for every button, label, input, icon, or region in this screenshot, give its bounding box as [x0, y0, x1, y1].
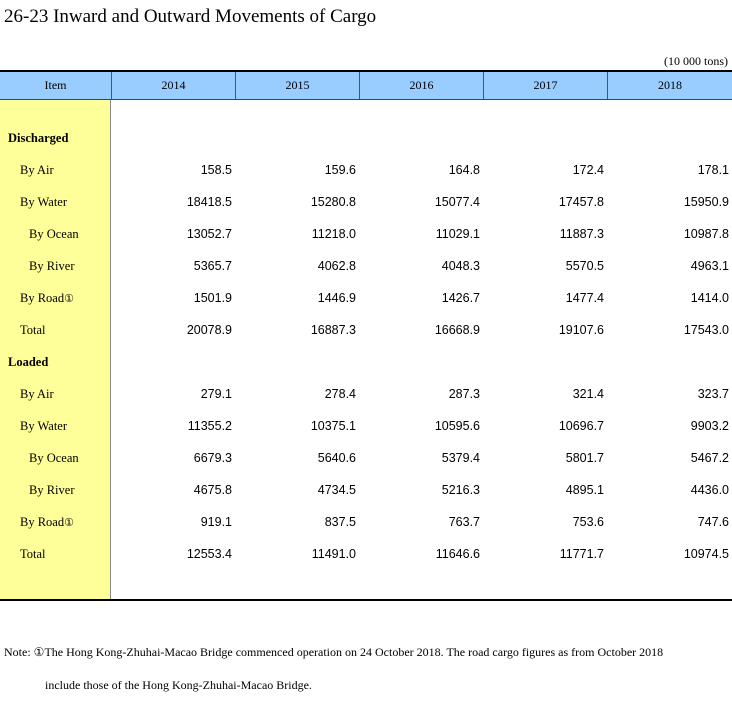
cell-value: 753.6 — [572, 515, 604, 529]
cell-value: 10974.5 — [683, 547, 729, 561]
cell-value: 4436.0 — [690, 483, 729, 497]
cell-value: 12553.4 — [186, 547, 232, 561]
footnote-text-1: The Hong Kong-Zhuhai-Macao Bridge commenced operation on 24 October 2018. The road cargo figures as from October 2018 — [44, 645, 664, 659]
cell-value: 10696.7 — [558, 419, 604, 433]
cell-value: 5467.2 — [690, 451, 729, 465]
cell-value: 11771.7 — [559, 547, 604, 561]
footnote-prefix: Note: — [4, 645, 34, 659]
row-label-text: By Ocean — [29, 451, 79, 465]
cell-value: 321.4 — [572, 387, 604, 401]
table-row — [0, 250, 732, 282]
cell-value: 4062.8 — [317, 259, 356, 273]
cell-value: 11887.3 — [559, 227, 604, 241]
row-label — [20, 410, 67, 442]
row-label — [20, 282, 74, 314]
cell-value: 5570.5 — [565, 259, 604, 273]
cell-value: 164.8 — [448, 163, 480, 177]
header-year-2014: 2014 — [111, 72, 235, 99]
cell-value: 919.1 — [200, 515, 232, 529]
cell-value: 1446.9 — [317, 291, 356, 305]
header-year-2016: 2016 — [359, 72, 483, 99]
cell-value: 17457.8 — [558, 195, 604, 209]
cell-value: 15280.8 — [310, 195, 356, 209]
cell-value: 11218.0 — [311, 227, 356, 241]
cell-value: 5640.6 — [317, 451, 356, 465]
row-label-text: Total — [20, 547, 46, 561]
cell-value: 4963.1 — [690, 259, 729, 273]
footnote-line-1 — [4, 636, 730, 669]
row-label — [20, 538, 46, 570]
cell-value: 4675.8 — [193, 483, 232, 497]
table-row — [0, 154, 732, 186]
cell-value: 747.6 — [697, 515, 729, 529]
row-label — [20, 506, 74, 538]
section-label: Loaded — [8, 355, 49, 369]
cell-value: 13052.7 — [186, 227, 232, 241]
cell-value: 11355.2 — [187, 419, 232, 433]
cell-value: 11646.6 — [435, 547, 480, 561]
cell-value: 19107.6 — [558, 323, 604, 337]
cell-value: 16887.3 — [310, 323, 356, 337]
page-title: 26-23 Inward and Outward Movements of Cargo — [4, 6, 377, 27]
cell-value: 16668.9 — [434, 323, 480, 337]
cell-value: 1477.4 — [565, 291, 604, 305]
cell-value: 172.4 — [572, 163, 604, 177]
table-row — [0, 378, 732, 410]
cell-value: 837.5 — [324, 515, 356, 529]
table-row — [0, 282, 732, 314]
header-year-2018: 2018 — [607, 72, 732, 99]
cell-value: 11029.1 — [435, 227, 480, 241]
cell-value: 4734.5 — [317, 483, 356, 497]
table-row — [0, 186, 732, 218]
row-label-text: By Road — [20, 291, 65, 305]
header-item: Item — [44, 78, 67, 92]
cargo-table — [0, 70, 732, 601]
section-label: Discharged — [8, 131, 69, 145]
cell-value: 11491.0 — [311, 547, 356, 561]
cell-value: 4895.1 — [565, 483, 604, 497]
footnote-line-2: include those of the Hong Kong-Zhuhai-Macao Bridge. — [45, 678, 312, 692]
table-row — [0, 314, 732, 346]
cell-value: 10595.6 — [434, 419, 480, 433]
table-bottom-rule — [0, 599, 732, 601]
table-row — [0, 474, 732, 506]
cell-value: 278.4 — [324, 387, 356, 401]
cell-value: 5801.7 — [565, 451, 604, 465]
footnote-mark-ref: ① — [64, 517, 74, 529]
table-header-row — [0, 72, 732, 100]
row-label — [29, 250, 74, 282]
cell-value: 1501.9 — [193, 291, 232, 305]
cell-value: 6679.3 — [193, 451, 232, 465]
cell-value: 5379.4 — [441, 451, 480, 465]
table-row — [0, 442, 732, 474]
cell-value: 763.7 — [448, 515, 480, 529]
cell-value: 20078.9 — [186, 323, 232, 337]
row-label-text: By Air — [20, 163, 54, 177]
cell-value: 17543.0 — [683, 323, 729, 337]
table-row — [0, 506, 732, 538]
section-row — [0, 122, 732, 154]
cell-value: 9903.2 — [690, 419, 729, 433]
row-label — [20, 154, 54, 186]
footnote-mark: ① — [33, 645, 45, 659]
unit-label: (10 000 tons) — [664, 54, 728, 68]
row-label — [20, 314, 46, 346]
section-row — [0, 346, 732, 378]
table-row — [0, 410, 732, 442]
cell-value: 323.7 — [697, 387, 729, 401]
row-label-text: By Road — [20, 515, 65, 529]
cell-value: 10375.1 — [310, 419, 356, 433]
cell-value: 287.3 — [448, 387, 480, 401]
row-label — [29, 218, 79, 250]
cell-value: 1426.7 — [441, 291, 480, 305]
row-label-text: By Air — [20, 387, 54, 401]
row-label — [20, 186, 67, 218]
row-label-text: By River — [29, 483, 75, 497]
cell-value: 158.5 — [200, 163, 232, 177]
cell-value: 279.1 — [200, 387, 232, 401]
header-year-2017: 2017 — [483, 72, 607, 99]
row-label-text: Total — [20, 323, 46, 337]
cell-value: 178.1 — [697, 163, 729, 177]
cell-value: 10987.8 — [683, 227, 729, 241]
row-label — [29, 442, 79, 474]
cell-value: 4048.3 — [441, 259, 480, 273]
row-label-text: By Ocean — [29, 227, 79, 241]
cell-value: 5216.3 — [441, 483, 480, 497]
row-label — [20, 378, 54, 410]
cell-value: 15950.9 — [683, 195, 729, 209]
row-label-text: By Water — [20, 195, 68, 209]
cell-value: 18418.5 — [186, 195, 232, 209]
row-label-text: By River — [29, 259, 75, 273]
cell-value: 159.6 — [324, 163, 356, 177]
row-label-text: By Water — [20, 419, 68, 433]
table-row — [0, 538, 732, 570]
row-label — [29, 474, 74, 506]
table-row — [0, 218, 732, 250]
header-year-2015: 2015 — [235, 72, 359, 99]
cell-value: 1414.0 — [690, 291, 729, 305]
cell-value: 5365.7 — [193, 259, 232, 273]
cell-value: 15077.4 — [434, 195, 480, 209]
footnote-mark-ref: ① — [64, 293, 74, 305]
footnote — [4, 636, 730, 702]
